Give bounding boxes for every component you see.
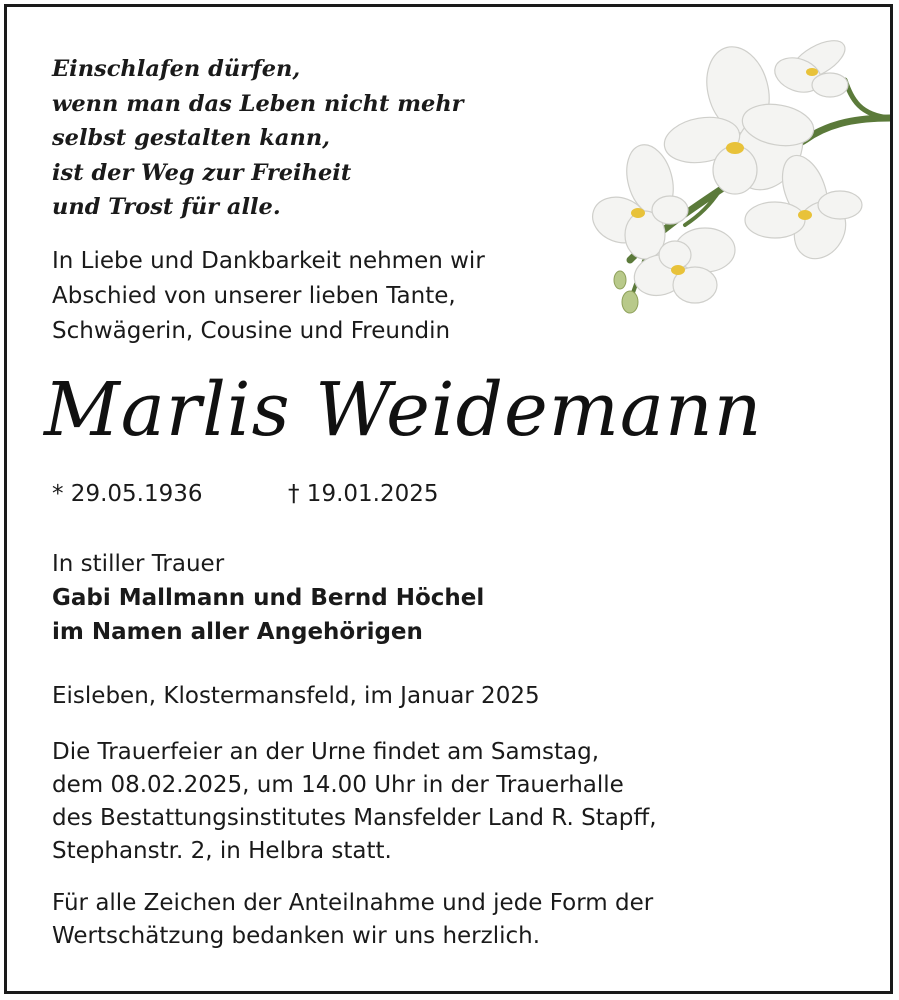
mourners	[52, 547, 484, 649]
intro-line: Abschied von unserer lieben Tante,	[52, 283, 456, 309]
ceremony-line: dem 08.02.2025, um 14.00 Uhr in der Trauerhalle	[52, 772, 624, 798]
thanks-text	[52, 887, 653, 953]
poem	[52, 52, 464, 225]
intro-text	[52, 244, 485, 349]
ceremony-line: des Bestattungsinstitutes Mansfelder Land R. Stapff,	[52, 805, 657, 831]
intro-line: Schwägerin, Cousine und Freundin	[52, 318, 451, 344]
poem-line: wenn man das Leben nicht mehr	[52, 90, 464, 117]
thanks-line: Wertschätzung bedanken wir uns herzlich.	[52, 923, 541, 949]
intro-line: In Liebe und Dankbarkeit nehmen wir	[52, 248, 485, 274]
signer-line: Gabi Mallmann und Bernd Höchel	[52, 585, 485, 611]
orchid-icon	[590, 30, 890, 320]
birth-date: * 29.05.1936	[52, 481, 203, 507]
poem-line: Einschlafen dürfen,	[52, 56, 301, 82]
place-date: Eisleben, Klostermansfeld, im Januar 2025	[52, 683, 540, 709]
poem-line: und Trost für alle.	[52, 194, 281, 220]
poem-line: selbst gestalten kann,	[52, 125, 331, 151]
death-date: † 19.01.2025	[288, 481, 439, 507]
mourning-line: In stiller Trauer	[52, 551, 225, 577]
poem-line: ist der Weg zur Freiheit	[52, 159, 352, 186]
ceremony-line: Stephanstr. 2, in Helbra statt.	[52, 838, 392, 864]
thanks-line: Für alle Zeichen der Anteilnahme und jede Form der	[52, 890, 654, 916]
life-dates	[52, 477, 439, 511]
deceased-name: Marlis Weidemann	[44, 367, 763, 453]
signer-line: im Namen aller Angehörigen	[52, 619, 423, 645]
ceremony-info	[52, 736, 657, 868]
ceremony-line: Die Trauerfeier an der Urne findet am Samstag,	[52, 739, 600, 765]
